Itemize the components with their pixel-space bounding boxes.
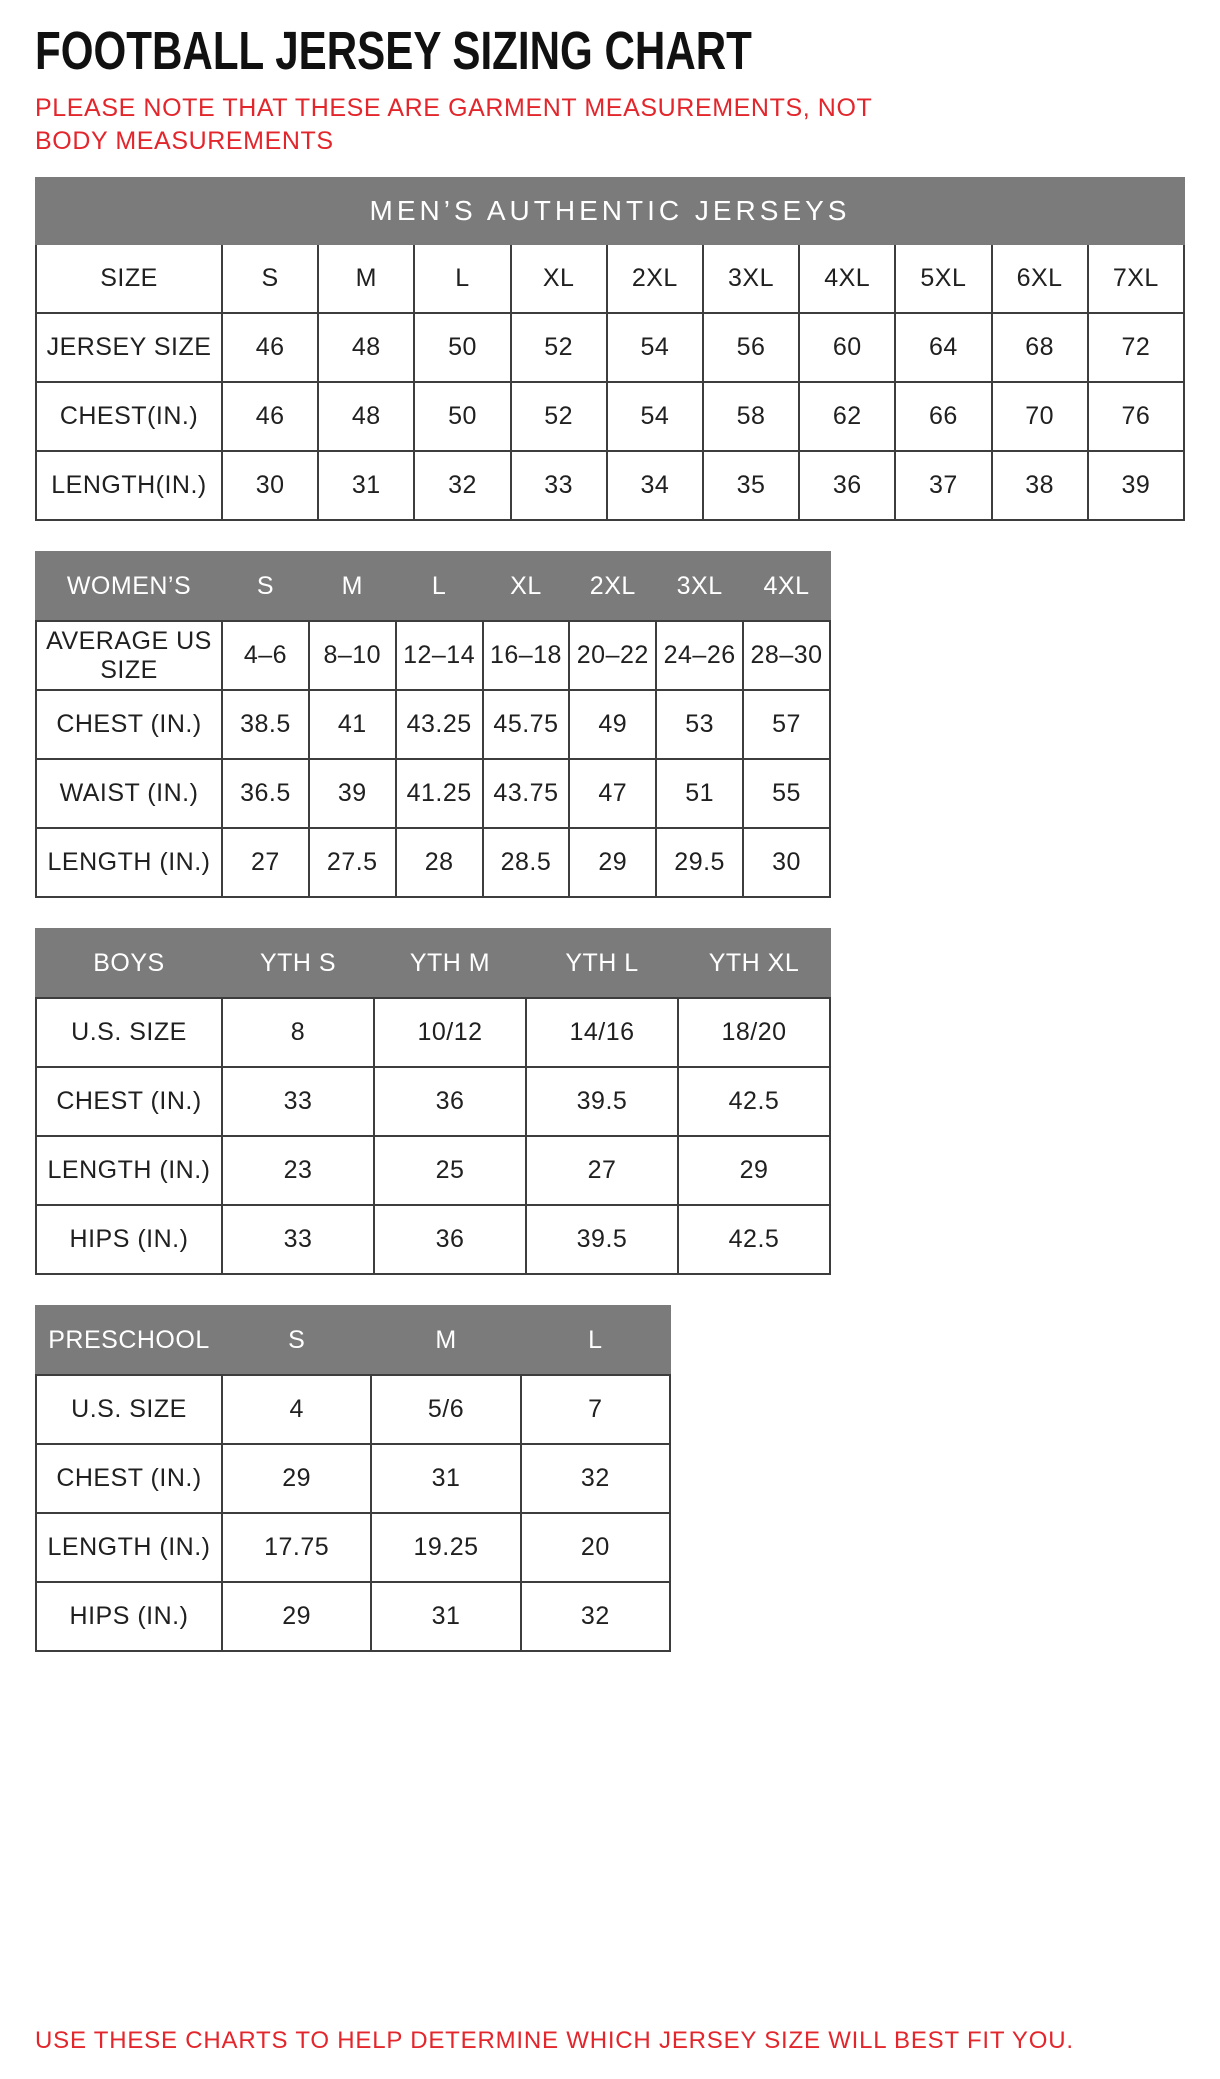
preschool-row-label: U.S. SIZE (36, 1375, 222, 1444)
womens-value-cell: 41.25 (396, 759, 483, 828)
womens-header-cell: S (222, 552, 309, 621)
garment-measurements-note: PLEASE NOTE THAT THESE ARE GARMENT MEASUREMENTS, NOT BODY MEASUREMENTS (35, 94, 872, 155)
mens-value-cell: 48 (318, 313, 414, 382)
mens-value-cell: 38 (992, 451, 1088, 520)
boys-row (36, 1205, 830, 1274)
mens-value-cell: 72 (1088, 313, 1184, 382)
womens-value-cell: 45.75 (483, 690, 570, 759)
womens-value-cell: 29 (569, 828, 656, 897)
boys-value-cell: 39.5 (526, 1205, 678, 1274)
preschool-header-row (36, 1306, 670, 1375)
mens-value-cell: S (222, 244, 318, 313)
mens-value-cell: 54 (607, 382, 703, 451)
mens-value-cell: XL (511, 244, 607, 313)
mens-value-cell: 33 (511, 451, 607, 520)
boys-value-cell: 42.5 (678, 1205, 830, 1274)
womens-row-label: AVERAGE US SIZE (36, 621, 222, 690)
mens-row (36, 382, 1184, 451)
boys-value-cell: 8 (222, 998, 374, 1067)
mens-row (36, 451, 1184, 520)
boys-header-cell: YTH L (526, 929, 678, 998)
boys-row-label: HIPS (IN.) (36, 1205, 222, 1274)
preschool-value-cell: 20 (521, 1513, 670, 1582)
womens-value-cell: 27.5 (309, 828, 396, 897)
mens-banner: MEN’S AUTHENTIC JERSEYS (36, 178, 1184, 244)
preschool-row (36, 1582, 670, 1651)
mens-value-cell: 4XL (799, 244, 895, 313)
womens-value-cell: 41 (309, 690, 396, 759)
preschool-header-cell: L (521, 1306, 670, 1375)
preschool-value-cell: 32 (521, 1582, 670, 1651)
boys-value-cell: 10/12 (374, 998, 526, 1067)
mens-row (36, 244, 1184, 313)
womens-header-cell: 3XL (656, 552, 743, 621)
mens-value-cell: 60 (799, 313, 895, 382)
womens-header-cell: 4XL (743, 552, 830, 621)
boys-header-cell: YTH M (374, 929, 526, 998)
womens-value-cell: 28 (396, 828, 483, 897)
boys-value-cell: 14/16 (526, 998, 678, 1067)
womens-value-cell: 43.25 (396, 690, 483, 759)
mens-value-cell: 35 (703, 451, 799, 520)
mens-row-label: SIZE (36, 244, 222, 313)
womens-value-cell: 24–26 (656, 621, 743, 690)
mens-row-label: LENGTH(IN.) (36, 451, 222, 520)
boys-row (36, 998, 830, 1067)
womens-row (36, 828, 830, 897)
preschool-row-label: HIPS (IN.) (36, 1582, 222, 1651)
mens-value-cell: 46 (222, 382, 318, 451)
womens-value-cell: 39 (309, 759, 396, 828)
womens-header-row (36, 552, 830, 621)
womens-header-cell: WOMEN’S (36, 552, 222, 621)
mens-value-cell: 66 (895, 382, 991, 451)
mens-value-cell: 64 (895, 313, 991, 382)
mens-value-cell: 7XL (1088, 244, 1184, 313)
boys-row (36, 1067, 830, 1136)
womens-row (36, 621, 830, 690)
womens-value-cell: 53 (656, 690, 743, 759)
womens-value-cell: 57 (743, 690, 830, 759)
boys-row-label: CHEST (IN.) (36, 1067, 222, 1136)
preschool-value-cell: 19.25 (371, 1513, 520, 1582)
boys-header-cell: YTH XL (678, 929, 830, 998)
mens-value-cell: 54 (607, 313, 703, 382)
womens-row-label: LENGTH (IN.) (36, 828, 222, 897)
boys-header-cell: YTH S (222, 929, 374, 998)
womens-value-cell: 38.5 (222, 690, 309, 759)
mens-authentic-jerseys-table (35, 177, 1185, 521)
boys-value-cell: 25 (374, 1136, 526, 1205)
womens-sizing-table (35, 551, 831, 898)
mens-value-cell: 6XL (992, 244, 1088, 313)
boys-value-cell: 27 (526, 1136, 678, 1205)
womens-value-cell: 28–30 (743, 621, 830, 690)
womens-row-label: WAIST (IN.) (36, 759, 222, 828)
mens-value-cell: 37 (895, 451, 991, 520)
mens-value-cell: 68 (992, 313, 1088, 382)
boys-value-cell: 33 (222, 1205, 374, 1274)
preschool-value-cell: 4 (222, 1375, 371, 1444)
mens-value-cell: M (318, 244, 414, 313)
mens-value-cell: 3XL (703, 244, 799, 313)
mens-value-cell: 50 (414, 313, 510, 382)
mens-value-cell: 58 (703, 382, 799, 451)
womens-value-cell: 30 (743, 828, 830, 897)
womens-header-cell: 2XL (569, 552, 656, 621)
womens-value-cell: 49 (569, 690, 656, 759)
mens-value-cell: L (414, 244, 510, 313)
preschool-value-cell: 5/6 (371, 1375, 520, 1444)
mens-value-cell: 70 (992, 382, 1088, 451)
mens-value-cell: 76 (1088, 382, 1184, 451)
boys-value-cell: 42.5 (678, 1067, 830, 1136)
womens-row-label: CHEST (IN.) (36, 690, 222, 759)
boys-row (36, 1136, 830, 1205)
womens-value-cell: 43.75 (483, 759, 570, 828)
preschool-value-cell: 7 (521, 1375, 670, 1444)
womens-value-cell: 20–22 (569, 621, 656, 690)
womens-value-cell: 36.5 (222, 759, 309, 828)
preschool-header-cell: S (222, 1306, 371, 1375)
womens-header-cell: L (396, 552, 483, 621)
womens-value-cell: 28.5 (483, 828, 570, 897)
boys-row-label: LENGTH (IN.) (36, 1136, 222, 1205)
preschool-header-cell: M (371, 1306, 520, 1375)
mens-row-label: JERSEY SIZE (36, 313, 222, 382)
womens-value-cell: 29.5 (656, 828, 743, 897)
preschool-value-cell: 31 (371, 1582, 520, 1651)
mens-value-cell: 52 (511, 382, 607, 451)
boys-value-cell: 36 (374, 1205, 526, 1274)
mens-value-cell: 34 (607, 451, 703, 520)
boys-value-cell: 39.5 (526, 1067, 678, 1136)
boys-value-cell: 36 (374, 1067, 526, 1136)
womens-value-cell: 16–18 (483, 621, 570, 690)
mens-value-cell: 39 (1088, 451, 1184, 520)
mens-value-cell: 62 (799, 382, 895, 451)
boys-value-cell: 33 (222, 1067, 374, 1136)
mens-value-cell: 32 (414, 451, 510, 520)
preschool-value-cell: 29 (222, 1582, 371, 1651)
womens-value-cell: 27 (222, 828, 309, 897)
preschool-row-label: CHEST (IN.) (36, 1444, 222, 1513)
mens-value-cell: 52 (511, 313, 607, 382)
mens-value-cell: 56 (703, 313, 799, 382)
preschool-value-cell: 29 (222, 1444, 371, 1513)
mens-value-cell: 48 (318, 382, 414, 451)
mens-row (36, 313, 1184, 382)
preschool-row (36, 1444, 670, 1513)
womens-row (36, 759, 830, 828)
boys-sizing-table (35, 928, 831, 1275)
mens-value-cell: 36 (799, 451, 895, 520)
footer-note: USE THESE CHARTS TO HELP DETERMINE WHICH JERSEY SIZE WILL BEST FIT YOU. (35, 2027, 1074, 2054)
preschool-value-cell: 17.75 (222, 1513, 371, 1582)
womens-value-cell: 12–14 (396, 621, 483, 690)
womens-value-cell: 8–10 (309, 621, 396, 690)
mens-value-cell: 30 (222, 451, 318, 520)
womens-value-cell: 55 (743, 759, 830, 828)
boys-value-cell: 18/20 (678, 998, 830, 1067)
boys-header-cell: BOYS (36, 929, 222, 998)
preschool-value-cell: 31 (371, 1444, 520, 1513)
mens-value-cell: 46 (222, 313, 318, 382)
page-title: FOOTBALL JERSEY SIZING CHART (35, 21, 752, 81)
mens-value-cell: 50 (414, 382, 510, 451)
preschool-row (36, 1513, 670, 1582)
preschool-row (36, 1375, 670, 1444)
womens-value-cell: 51 (656, 759, 743, 828)
boys-header-row (36, 929, 830, 998)
womens-header-cell: XL (483, 552, 570, 621)
womens-value-cell: 4–6 (222, 621, 309, 690)
boys-row-label: U.S. SIZE (36, 998, 222, 1067)
preschool-sizing-table (35, 1305, 671, 1652)
preschool-value-cell: 32 (521, 1444, 670, 1513)
womens-row (36, 690, 830, 759)
mens-value-cell: 31 (318, 451, 414, 520)
mens-banner-row (36, 178, 1184, 244)
mens-value-cell: 5XL (895, 244, 991, 313)
boys-value-cell: 23 (222, 1136, 374, 1205)
mens-value-cell: 2XL (607, 244, 703, 313)
womens-value-cell: 47 (569, 759, 656, 828)
preschool-header-cell: PRESCHOOL (36, 1306, 222, 1375)
preschool-row-label: LENGTH (IN.) (36, 1513, 222, 1582)
boys-value-cell: 29 (678, 1136, 830, 1205)
mens-row-label: CHEST(IN.) (36, 382, 222, 451)
womens-header-cell: M (309, 552, 396, 621)
